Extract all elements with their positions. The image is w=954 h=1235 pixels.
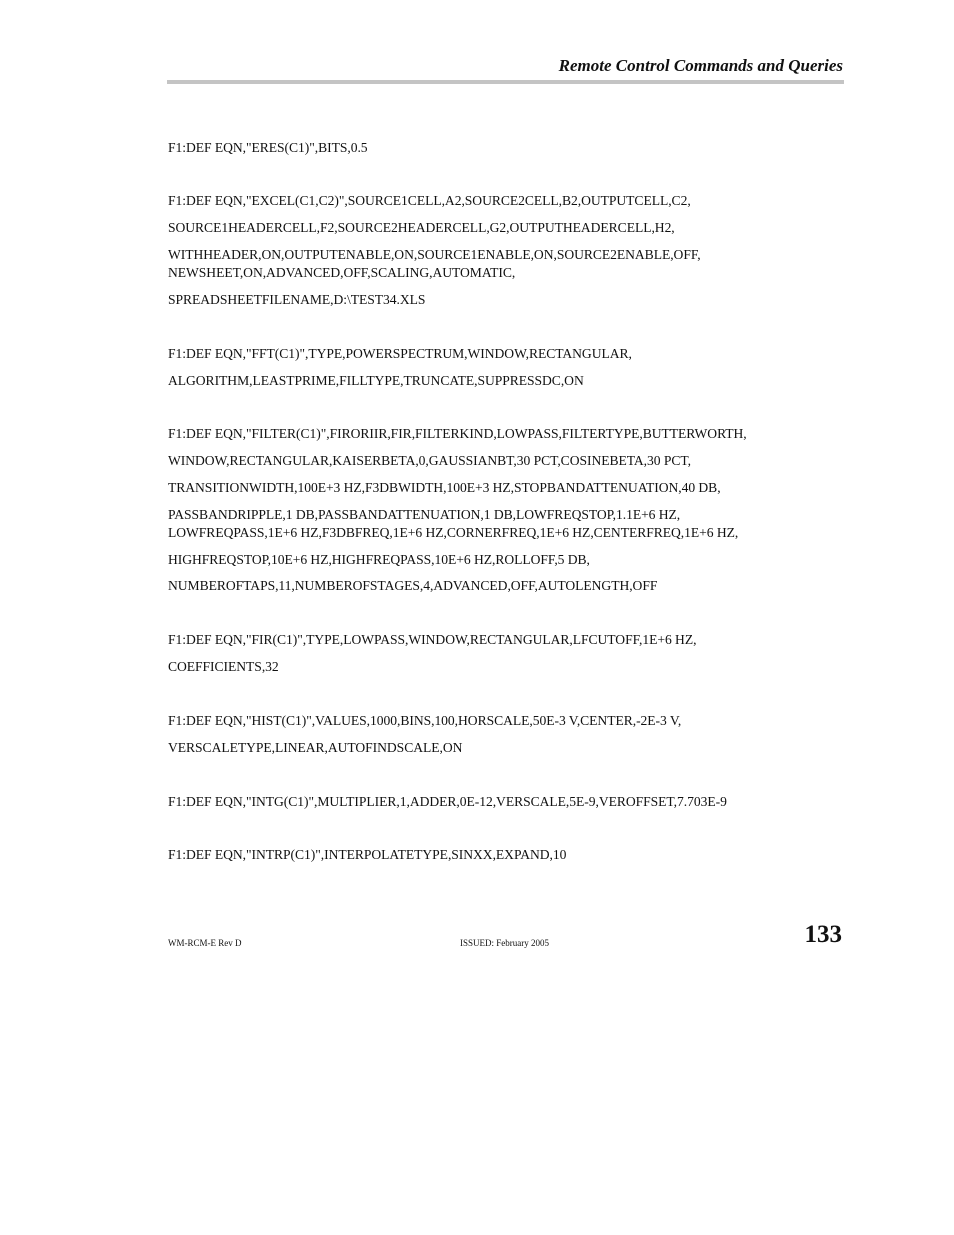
header-rule: [167, 80, 844, 84]
code-line: SPREADSHEETFILENAME,D:\TEST34.XLS: [168, 292, 426, 307]
page-number: 133: [804, 921, 842, 948]
code-line: F1:DEF EQN,"INTG(C1)",MULTIPLIER,1,ADDER,0E-12,VERSCALE,5E-9,VEROFFSET,7.703E-9: [168, 794, 727, 809]
code-line: F1:DEF EQN,"FILTER(C1)",FIRORIIR,FIR,FILTERKIND,LOWPASS,FILTERTYPE,BUTTERWORTH,: [168, 426, 747, 441]
code-line: WINDOW,RECTANGULAR,KAISERBETA,0,GAUSSIANBT,30 PCT,COSINEBETA,30 PCT,: [168, 453, 691, 468]
code-line: PASSBANDRIPPLE,1 DB,PASSBANDATTENUATION,1 DB,LOWFREQSTOP,1.1E+6 HZ,: [168, 507, 681, 522]
footer-doc-id: WM-RCM-E Rev D: [168, 938, 242, 948]
code-line: F1:DEF EQN,"ERES(C1)",BITS,0.5: [168, 140, 368, 155]
code-line: TRANSITIONWIDTH,100E+3 HZ,F3DBWIDTH,100E+3 HZ,STOPBANDATTENUATION,40 DB,: [168, 480, 721, 495]
code-line: VERSCALETYPE,LINEAR,AUTOFINDSCALE,ON: [168, 740, 463, 755]
code-line: HIGHFREQSTOP,10E+6 HZ,HIGHFREQPASS,10E+6 HZ,ROLLOFF,5 DB,: [168, 552, 590, 567]
code-line: F1:DEF EQN,"EXCEL(C1,C2)",SOURCE1CELL,A2,SOURCE2CELL,B2,OUTPUTCELL,C2,: [168, 193, 691, 208]
page-header-title: Remote Control Commands and Queries: [558, 56, 843, 75]
code-line: WITHHEADER,ON,OUTPUTENABLE,ON,SOURCE1ENABLE,ON,SOURCE2ENABLE,OFF,: [168, 247, 701, 262]
code-line: F1:DEF EQN,"INTRP(C1)",INTERPOLATETYPE,SINXX,EXPAND,10: [168, 847, 567, 862]
code-line: F1:DEF EQN,"HIST(C1)",VALUES,1000,BINS,100,HORSCALE,50E-3 V,CENTER,-2E-3 V,: [168, 713, 682, 728]
code-line: LOWFREQPASS,1E+6 HZ,F3DBFREQ,1E+6 HZ,CORNERFREQ,1E+6 HZ,CENTERFREQ,1E+6 HZ,: [168, 525, 739, 540]
code-line: SOURCE1HEADERCELL,F2,SOURCE2HEADERCELL,G2,OUTPUTHEADERCELL,H2,: [168, 220, 675, 235]
code-line: NEWSHEET,ON,ADVANCED,OFF,SCALING,AUTOMATIC,: [168, 265, 516, 280]
code-line: COEFFICIENTS,32: [168, 659, 279, 674]
footer-issued-date: ISSUED: February 2005: [460, 938, 549, 948]
code-line: ALGORITHM,LEASTPRIME,FILLTYPE,TRUNCATE,SUPPRESSDC,ON: [168, 373, 584, 388]
code-line: F1:DEF EQN,"FFT(C1)",TYPE,POWERSPECTRUM,WINDOW,RECTANGULAR,: [168, 346, 632, 361]
code-line: F1:DEF EQN,"FIR(C1)",TYPE,LOWPASS,WINDOW,RECTANGULAR,LFCUTOFF,1E+6 HZ,: [168, 632, 697, 647]
code-line: NUMBEROFTAPS,11,NUMBEROFSTAGES,4,ADVANCED,OFF,AUTOLENGTH,OFF: [168, 578, 658, 593]
